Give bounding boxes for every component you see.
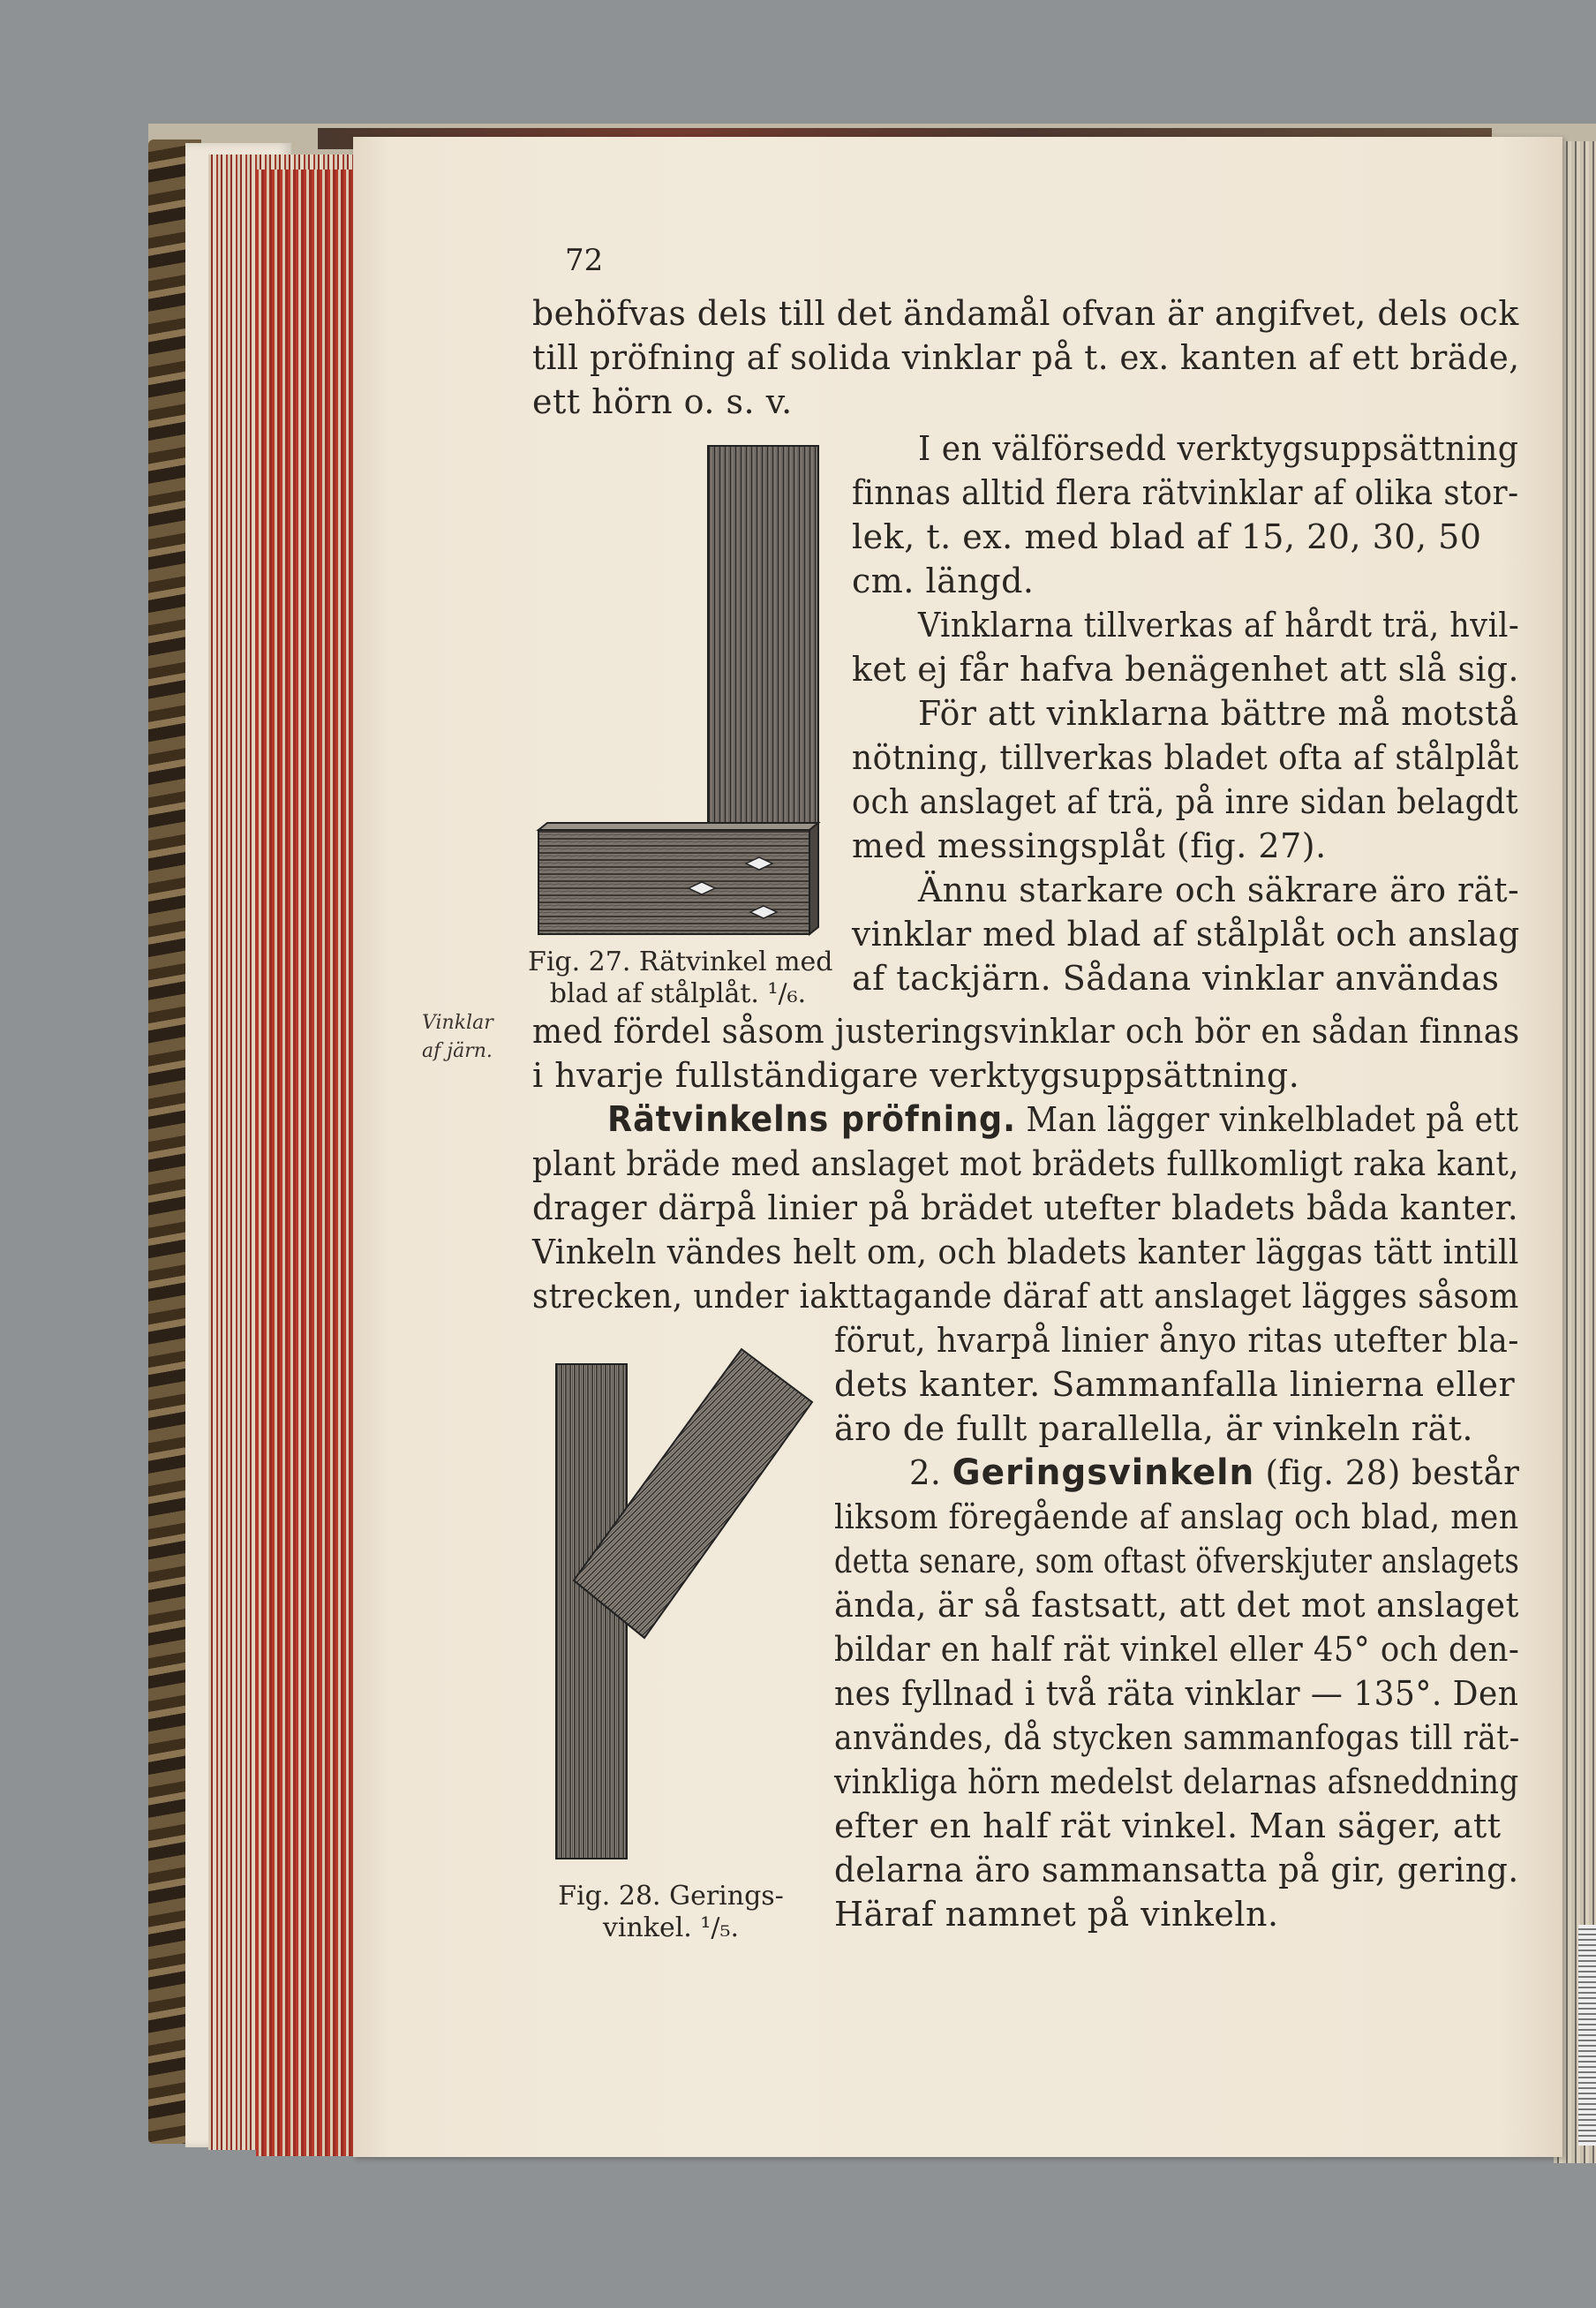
- heading-continuation: (fig. 28) består: [1265, 1453, 1520, 1492]
- text-line: med messingsplåt (fig. 27).: [852, 826, 1327, 865]
- section-heading-rattvinkel: [607, 1097, 1518, 1142]
- text-line: och anslaget af trä, på inre sidan belagdt: [852, 782, 1519, 821]
- fig27-caption-line: Fig. 27. Rätvinkel med: [528, 947, 833, 977]
- text-line: förut, hvarpå linier ånyo ritas utefter bla-: [834, 1321, 1519, 1360]
- marginal-note-line: af järn.: [422, 1040, 493, 1062]
- text-line: strecken, under iakttagande däraf att anslaget lägges såsom: [532, 1277, 1519, 1316]
- text-line: detta senare, som oftast öfverskjuter anslagets: [834, 1542, 1520, 1580]
- heading-title: Geringsvinkeln: [952, 1452, 1255, 1493]
- text-line: vinklar med blad af stålplåt och anslag: [852, 915, 1520, 954]
- text-line: efter en half rät vinkel. Man säger, att: [834, 1806, 1502, 1845]
- text-line: liksom föregående af anslag och blad, men: [834, 1497, 1519, 1536]
- text-line: lek, t. ex. med blad af 15, 20, 30, 50: [852, 517, 1482, 556]
- fig28-mitre-square-illustration: [547, 1342, 821, 1872]
- text-line: användes, då stycken sammanfogas till rät-: [834, 1718, 1520, 1757]
- fig27-caption: [528, 947, 833, 1010]
- text-line: bildar en half rät vinkel eller 45° och den-: [834, 1630, 1520, 1669]
- fig27-caption-line: blad af stålplåt. ¹/₆.: [549, 978, 807, 1009]
- text-line: Vinklarna tillverkas af hårdt trä, hvil-: [918, 606, 1520, 645]
- text-line: finnas alltid flera rätvinklar af olika stor-: [852, 473, 1519, 512]
- fig28-caption: [530, 1881, 812, 1944]
- text-line: dets kanter. Sammanfalla linierna eller: [834, 1365, 1516, 1404]
- text-line: cm. längd.: [852, 562, 1035, 600]
- text-line: nes fyllnad i två räta vinklar — 135°. Den: [834, 1674, 1519, 1713]
- text-line: I en välförsedd verktygsuppsättning: [918, 429, 1519, 468]
- fig28-caption-line: Fig. 28. Gerings-: [558, 1881, 784, 1912]
- text-line: af tackjärn. Sådana vinklar användas: [852, 959, 1500, 998]
- text-line: äro de fullt parallella, är vinkeln rät.: [834, 1409, 1473, 1448]
- fig28-caption-line: vinkel. ¹/₅.: [602, 1912, 740, 1943]
- text-line: delarna äro sammansatta på gir, gering.: [834, 1851, 1519, 1889]
- text-line: Häraf namnet på vinkeln.: [834, 1895, 1279, 1934]
- page-number: 72: [565, 243, 604, 278]
- text-line: drager därpå linier på brädet utefter bladets båda kanter.: [532, 1188, 1519, 1227]
- text-line: med fördel såsom justeringsvinklar och bör en sådan finnas: [532, 1012, 1520, 1051]
- fig27-square-illustration: [534, 441, 821, 945]
- text-line: ett hörn o. s. v.: [532, 382, 793, 421]
- heading-continuation: Man lägger vinkelbladet på ett: [1026, 1100, 1519, 1139]
- text-line: vinkliga hörn medelst delarnas afsneddning: [834, 1762, 1519, 1801]
- text-line: till pröfning af solida vinklar på t. ex. kanten af ett bräde,: [532, 338, 1520, 377]
- text-line: Vinkeln vändes helt om, och bladets kanter läggas tätt intill: [532, 1233, 1519, 1271]
- text-line: plant bräde med anslaget mot brädets fullkomligt raka kant,: [532, 1144, 1519, 1183]
- marginal-note: [422, 1009, 493, 1066]
- text-line: ket ej får hafva benägenhet att slå sig.: [852, 650, 1519, 689]
- text-line: behöfvas dels till det ändamål ofvan är angifvet, dels ock: [532, 294, 1519, 333]
- text-line: i hvarje fullständigare verktygsuppsättning.: [532, 1056, 1300, 1095]
- text-line: nötning, tillverkas bladet ofta af stålplåt: [852, 738, 1519, 777]
- heading-number: 2.: [909, 1453, 942, 1492]
- text-line: Ännu starkare och säkrare äro rät-: [918, 871, 1520, 909]
- text-line: ända, är så fastsatt, att det mot anslaget: [834, 1586, 1519, 1625]
- measurement-scale: [1578, 1925, 1596, 2146]
- section-heading-geringsvinkel: [909, 1451, 1519, 1495]
- marginal-note-line: Vinklar: [422, 1012, 493, 1034]
- heading-title: Rätvinkelns pröfning.: [607, 1099, 1016, 1140]
- text-line: För att vinklarna bättre må motstå: [918, 694, 1519, 733]
